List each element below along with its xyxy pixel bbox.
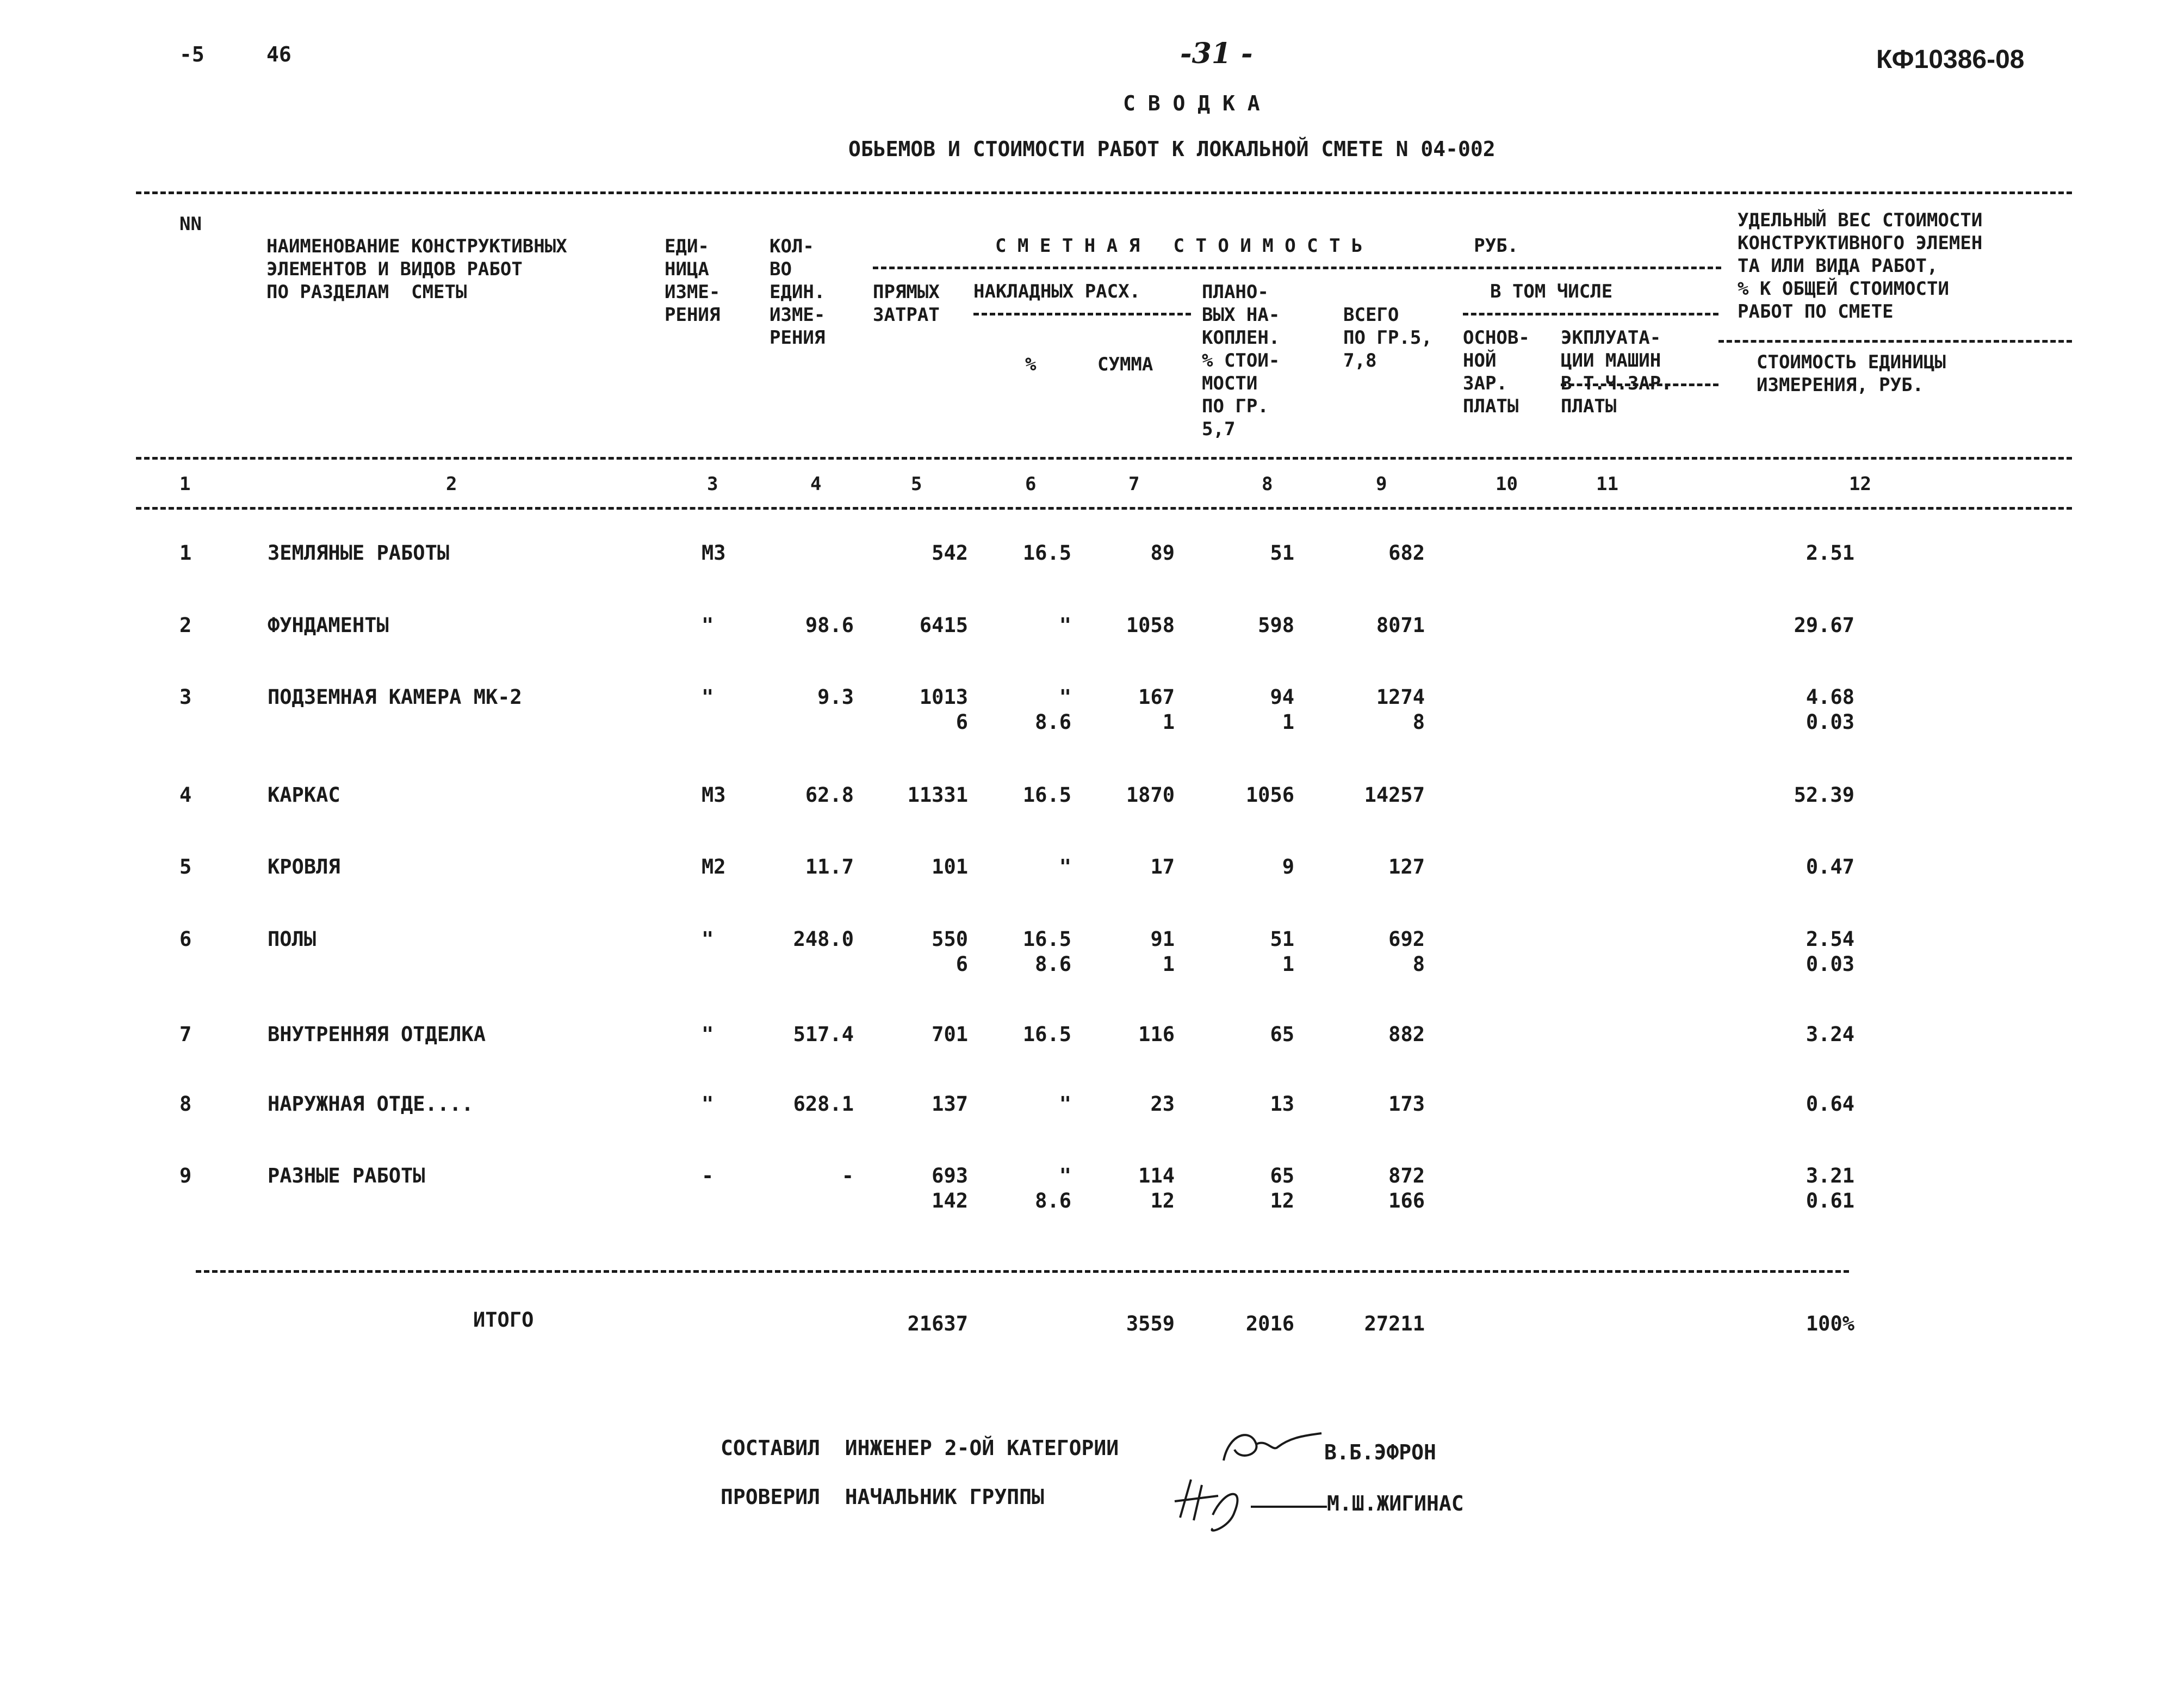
row-overhead-sum: 114 <box>1138 1164 1175 1187</box>
row-unit: М3 <box>702 783 726 807</box>
row-overhead-pct: 16.5 <box>1022 783 1071 807</box>
colnum-6: 6 <box>1025 473 1037 495</box>
row-share: 2.51 <box>1805 541 1854 565</box>
row-share: 52.39 <box>1794 783 1854 807</box>
composer-signature-icon <box>1218 1422 1327 1471</box>
row-overhead-pct: " <box>1059 1092 1071 1116</box>
row-overhead-sum: 91 <box>1150 927 1175 951</box>
header-direct: ПРЯМЫХ ЗАТРАТ <box>873 281 940 326</box>
row-planned-savings: 65 <box>1270 1164 1294 1187</box>
row-total: 692 <box>1388 927 1425 951</box>
row-overhead-sum-sub: 1 <box>1162 952 1175 976</box>
row-planned-savings: 51 <box>1270 927 1294 951</box>
row-share: 3.21 <box>1805 1164 1854 1187</box>
row-number: 2 <box>179 614 192 637</box>
row-overhead-pct-sub: 8.6 <box>1035 710 1071 734</box>
document-subtitle: ОБЬЕМОВ И СТОИМОСТИ РАБОТ К ЛОКАЛЬНОЙ СМЕТЕ N 04-002 <box>848 137 1496 161</box>
row-overhead-sum: 116 <box>1138 1023 1175 1046</box>
row-name: ПОЛЫ <box>268 927 317 951</box>
row-name: ВНУТРЕННЯЯ ОТДЕЛКА <box>268 1023 486 1046</box>
row-number: 9 <box>179 1164 192 1187</box>
row-total-sub: 166 <box>1388 1189 1425 1212</box>
row-qty: 62.8 <box>805 783 854 807</box>
colnum-4: 4 <box>810 473 822 495</box>
row-planned-savings: 94 <box>1270 685 1294 709</box>
row-number: 7 <box>179 1023 192 1046</box>
row-planned-savings: 13 <box>1270 1092 1294 1116</box>
header-plan: ПЛАНО- ВЫХ НА- КОПЛЕН. % СТОИ- МОСТИ ПО ГР. 5,7 <box>1202 281 1280 440</box>
row-number: 5 <box>179 855 192 878</box>
row-qty: 248.0 <box>793 927 854 951</box>
row-direct-costs-sub: 6 <box>955 952 968 976</box>
header-overhead: НАКЛАДНЫХ РАСХ. <box>973 281 1141 302</box>
smeta-sub-rule <box>873 267 1721 269</box>
row-share: 0.47 <box>1805 855 1854 878</box>
totals-share: 100% <box>1805 1312 1854 1335</box>
row-share-sub: 0.03 <box>1805 710 1854 734</box>
row-direct-costs: 137 <box>932 1092 968 1116</box>
colnum-1: 1 <box>179 473 191 495</box>
colnum-11: 11 <box>1596 473 1618 495</box>
row-unit: " <box>702 1092 714 1116</box>
row-qty: 9.3 <box>817 685 854 709</box>
row-total: 872 <box>1388 1164 1425 1187</box>
header-unit: ЕДИ- НИЦА ИЗМЕ- РЕНИЯ <box>665 236 721 326</box>
colnum-2: 2 <box>446 473 457 495</box>
incl-sub-rule <box>1463 313 1718 315</box>
row-qty: 98.6 <box>805 614 854 637</box>
row-direct-costs-sub: 6 <box>955 710 968 734</box>
row-overhead-pct: 16.5 <box>1022 927 1071 951</box>
row-share-sub: 0.61 <box>1805 1189 1854 1212</box>
corner-mark-a: -5 <box>179 42 204 66</box>
header-bottom-rule <box>136 507 2072 510</box>
row-overhead-sum-sub: 1 <box>1162 710 1175 734</box>
row-direct-costs: 6415 <box>919 614 968 637</box>
row-total-sub: 8 <box>1412 710 1425 734</box>
header-wage: ОСНОВ- НОЙ ЗАР. ПЛАТЫ <box>1463 327 1530 417</box>
totals-sum: 3559 <box>1126 1312 1175 1335</box>
totals-direct: 21637 <box>907 1312 968 1335</box>
row-overhead-pct: " <box>1059 1164 1071 1187</box>
corner-mark-b: 46 <box>266 42 291 66</box>
composed-name: В.Б.ЭФРОН <box>1324 1440 1436 1464</box>
row-direct-costs: 701 <box>932 1023 968 1046</box>
row-overhead-pct-sub: 8.6 <box>1035 1189 1071 1212</box>
row-overhead-sum: 167 <box>1138 685 1175 709</box>
row-direct-costs: 11331 <box>907 783 968 807</box>
row-unit: М3 <box>702 541 726 565</box>
row-share: 3.24 <box>1805 1023 1854 1046</box>
row-planned-savings-sub: 1 <box>1282 952 1294 976</box>
row-planned-savings-sub: 12 <box>1270 1189 1294 1212</box>
header-share: УДЕЛЬНЫЙ ВЕС СТОИМОСТИ КОНСТРУКТИВНОГО ЭЛЕМЕН ТА ИЛИ ВИДА РАБОТ, % К ОБЩЕЙ СТОИМОСТИ РАБОТ ПО СМЕТЕ <box>1738 209 1983 323</box>
row-qty: 517.4 <box>793 1023 854 1046</box>
header-total: ВСЕГО ПО ГР.5, 7,8 <box>1343 304 1432 372</box>
row-overhead-sum: 1870 <box>1126 783 1175 807</box>
row-planned-savings-sub: 1 <box>1282 710 1294 734</box>
colnum-5: 5 <box>911 473 922 495</box>
row-overhead-sum: 89 <box>1150 541 1175 565</box>
totals-label: ИТОГО <box>473 1308 534 1332</box>
header-name: НАИМЕНОВАНИЕ КОНСТРУКТИВНЫХ ЭЛЕМЕНТОВ И ВИДОВ РАБОТ ПО РАЗДЕЛАМ СМЕТЫ <box>266 236 567 303</box>
row-qty: - <box>841 1164 854 1187</box>
row-direct-costs-sub: 142 <box>932 1189 968 1212</box>
row-total: 682 <box>1388 541 1425 565</box>
header-smeta-title: С М Е Т Н А Я С Т О И М О С Т Ь РУБ. <box>995 235 1519 257</box>
row-overhead-sum: 17 <box>1150 855 1175 878</box>
totals-rule <box>196 1270 1849 1273</box>
row-unit: М2 <box>702 855 726 878</box>
row-number: 3 <box>179 685 192 709</box>
colnum-10: 10 <box>1496 473 1518 495</box>
colnum-3: 3 <box>707 473 718 495</box>
row-planned-savings: 9 <box>1282 855 1294 878</box>
share-sub-rule <box>1718 340 2072 343</box>
row-overhead-pct: " <box>1059 614 1071 637</box>
header-incl: В ТОМ ЧИСЛЕ <box>1490 281 1613 302</box>
row-planned-savings: 65 <box>1270 1023 1294 1046</box>
header-overhead-sum: СУММА <box>1097 354 1153 375</box>
page-number: -31 - <box>1180 37 1253 70</box>
header-qty: КОЛ- ВО ЕДИН. ИЗМЕ- РЕНИЯ <box>770 236 826 349</box>
row-direct-costs: 693 <box>932 1164 968 1187</box>
row-overhead-pct: 16.5 <box>1022 541 1071 565</box>
row-name: ФУНДАМЕНТЫ <box>268 614 389 637</box>
row-unit: " <box>702 685 714 709</box>
overhead-sub-rule <box>973 313 1191 315</box>
totals-total: 27211 <box>1364 1312 1425 1335</box>
row-unit: - <box>702 1164 714 1187</box>
colnum-9: 9 <box>1376 473 1387 495</box>
row-overhead-pct: 16.5 <box>1022 1023 1071 1046</box>
row-total: 882 <box>1388 1023 1425 1046</box>
row-overhead-sum-sub: 12 <box>1150 1189 1175 1212</box>
row-total: 8071 <box>1376 614 1425 637</box>
row-total: 1274 <box>1376 685 1425 709</box>
row-name: НАРУЖНАЯ ОТДЕ.... <box>268 1092 474 1116</box>
row-total: 127 <box>1388 855 1425 878</box>
row-name: КРОВЛЯ <box>268 855 340 878</box>
row-share: 4.68 <box>1805 685 1854 709</box>
row-name: КАРКАС <box>268 783 340 807</box>
colnum-12: 12 <box>1849 473 1871 495</box>
row-share-sub: 0.03 <box>1805 952 1854 976</box>
row-number: 4 <box>179 783 192 807</box>
row-name: ПОДЗЕМНАЯ КАМЕРА МК-2 <box>268 685 522 709</box>
row-planned-savings: 598 <box>1258 614 1294 637</box>
row-number: 1 <box>179 541 192 565</box>
row-total: 173 <box>1388 1092 1425 1116</box>
row-number: 8 <box>179 1092 192 1116</box>
document-title: С В О Д К А <box>1123 91 1260 115</box>
header-mid-rule <box>136 457 2072 460</box>
row-direct-costs: 1013 <box>919 685 968 709</box>
row-planned-savings: 1056 <box>1245 783 1294 807</box>
row-overhead-pct-sub: 8.6 <box>1035 952 1071 976</box>
row-unit: " <box>702 614 714 637</box>
row-direct-costs: 542 <box>932 541 968 565</box>
row-total: 14257 <box>1364 783 1425 807</box>
header-nn: NN <box>179 213 202 235</box>
header-machine: ЭКПЛУАТА- ЦИИ МАШИН В Т.Ч.ЗАР. ПЛАТЫ <box>1561 327 1672 417</box>
row-direct-costs: 550 <box>932 927 968 951</box>
colnum-7: 7 <box>1128 473 1140 495</box>
row-qty: 628.1 <box>793 1092 854 1116</box>
totals-plan: 2016 <box>1245 1312 1294 1335</box>
row-overhead-sum: 23 <box>1150 1092 1175 1116</box>
composed-label: СОСТАВИЛ ИНЖЕНЕР 2-ОЙ КАТЕГОРИИ <box>721 1436 1119 1460</box>
row-number: 6 <box>179 927 192 951</box>
row-share: 0.64 <box>1805 1092 1854 1116</box>
row-total-sub: 8 <box>1412 952 1425 976</box>
document-code: КФ10386-08 <box>1876 45 2025 74</box>
row-name: РАЗНЫЕ РАБОТЫ <box>268 1164 425 1187</box>
row-qty: 11.7 <box>805 855 854 878</box>
row-overhead-sum: 1058 <box>1126 614 1175 637</box>
checked-label: ПРОВЕРИЛ НАЧАЛЬНИК ГРУППЫ <box>721 1485 1044 1509</box>
row-direct-costs: 101 <box>932 855 968 878</box>
row-unit: " <box>702 1023 714 1046</box>
row-planned-savings: 51 <box>1270 541 1294 565</box>
header-overhead-pct: % <box>1025 354 1037 375</box>
colnum-8: 8 <box>1262 473 1273 495</box>
row-overhead-pct: " <box>1059 685 1071 709</box>
header-top-rule <box>136 191 2072 194</box>
row-name: ЗЕМЛЯНЫЕ РАБОТЫ <box>268 541 450 565</box>
checked-name: М.Ш.ЖИГИНАС <box>1327 1491 1464 1515</box>
row-overhead-pct: " <box>1059 855 1071 878</box>
row-unit: " <box>702 927 714 951</box>
row-share: 2.54 <box>1805 927 1854 951</box>
row-share: 29.67 <box>1794 614 1854 637</box>
checker-signature-icon <box>1169 1469 1332 1539</box>
header-unit-cost: СТОИМОСТЬ ЕДИНИЦЫ ИЗМЕРЕНИЯ, РУБ. <box>1757 351 1946 396</box>
